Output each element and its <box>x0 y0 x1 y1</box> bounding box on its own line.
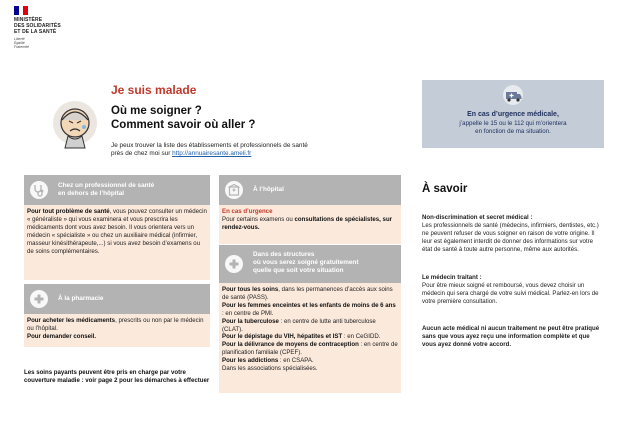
logo-line-3: ET DE LA SANTÉ <box>14 29 57 35</box>
hospital-body: En cas d’urgence Pour certains examens ou consultations de spécialistes, sur rendez-vous. <box>219 205 401 244</box>
medical-cross-icon <box>228 258 240 270</box>
professional-header <box>24 175 210 205</box>
sick-person-icon <box>48 98 102 152</box>
emergency-title: En cas d’urgence médicale, <box>467 111 559 118</box>
professional-body: Pour tout problème de santé, vous pouvez consulter un médecin « généraliste » qui vous examinera et vous prescrira les médicaments dont vous avez besoin. Il vous orientera vers un médecin « spécialiste » ou chez un auxiliaire médical (infirmier, masseur kinésithérapeute,...) si vous avez besoin d’examens ou de soins complémentaires. <box>24 205 210 280</box>
ambulance-icon <box>502 84 524 106</box>
list-item: Pour les addictions : en CSAPA. <box>222 357 314 365</box>
emergency-box <box>422 80 604 148</box>
logo-line-2: DES SOLIDARITÉS <box>14 23 61 29</box>
hospital-icon <box>228 184 240 196</box>
pharmacy-body: Pour acheter les médicaments, prescrits ou non par le médecin ou l’hôpital. Pour demander conseil. <box>24 314 210 347</box>
emergency-text: j’appelle le 15 ou le 112 qui m’orientera en fonction de ma situation. <box>459 120 567 135</box>
page-subtitle: Où me soigner ? Comment savoir où aller ? <box>111 105 256 131</box>
savoir-title: À savoir <box>422 183 468 195</box>
hospital-title: À l’hôpital <box>253 186 284 193</box>
list-item: Pour tous les soins, dans les permanences d’accès aux soins de santé (PASS). <box>222 286 393 301</box>
list-item: Pour la délivrance de moyens de contraception : en centre de planification familiale (CPEF). <box>222 341 398 357</box>
list-item: Dans les associations spécialisées. <box>222 365 318 373</box>
footnote: Les soins payants peuvent être pris en charge par votre couverture maladie : voir page 2 pour les démarches à effectuer <box>24 369 210 384</box>
professional-title-2: en dehors de l’hôpital <box>58 190 125 197</box>
french-flag-icon <box>14 6 28 15</box>
logo-motto: Liberté Égalité Fraternité <box>14 37 29 49</box>
intro-text: Je peux trouver la liste des établissements et professionnels de santé près de chez moi sur http://annuairesante.ameli.fr <box>111 142 308 157</box>
savoir-block-3: Aucun acte médical ni aucun traitement ne peut être pratiqué sans que vous ayez reçu une information complète et que vous ayez donné votre accord. <box>422 325 600 348</box>
structures-body <box>219 283 401 393</box>
page-title: Je suis malade <box>111 83 197 97</box>
structures-header <box>219 245 401 283</box>
stethoscope-icon <box>32 183 46 197</box>
pharmacy-header <box>24 284 210 314</box>
savoir-block-1: Non-discrimination et secret médical : Les professionnels de santé (médecins, infirmiers, dentistes, etc.) ne peuvent refuser de vous soigner en raison de votre origine. Il leur est également interdit de donner des informations sur votre état de santé à toute autre personne, même aux autorités. <box>422 214 599 253</box>
structures-title-2: où vous serez soigné gratuitement <box>253 259 359 266</box>
structures-title-1: Dans des structures <box>253 251 315 258</box>
pharmacy-title: À la pharmacie <box>58 295 104 302</box>
hospital-urgence: En cas d’urgence <box>222 208 273 215</box>
ministry-logo <box>14 6 84 49</box>
list-item: Pour les femmes enceintes et les enfants de moins de 6 ans : en centre de PMI. <box>222 301 396 317</box>
professional-title-1: Chez un professionnel de santé <box>58 182 155 189</box>
list-item: Pour la tuberculose : en centre de lutte anti tuberculose (CLAT). <box>222 317 376 333</box>
list-item: Pour le dépistage du VIH, hépatites et IST : en CeGIDD. <box>222 333 381 341</box>
pharmacy-cross-icon <box>33 293 45 305</box>
annuaire-link[interactable]: http://annuairesante.ameli.fr <box>172 150 252 157</box>
structures-title-3: quelle que soit votre situation <box>253 267 344 274</box>
logo-line-1: MINISTÈRE <box>14 17 43 23</box>
hospital-header <box>219 175 401 205</box>
savoir-block-2: Le médecin traitant : Pour être mieux soigné et remboursé, vous devez choisir un médecin qui sera chargé de votre suivi médical. Parlez-en lors de votre première consultation. <box>422 274 599 305</box>
